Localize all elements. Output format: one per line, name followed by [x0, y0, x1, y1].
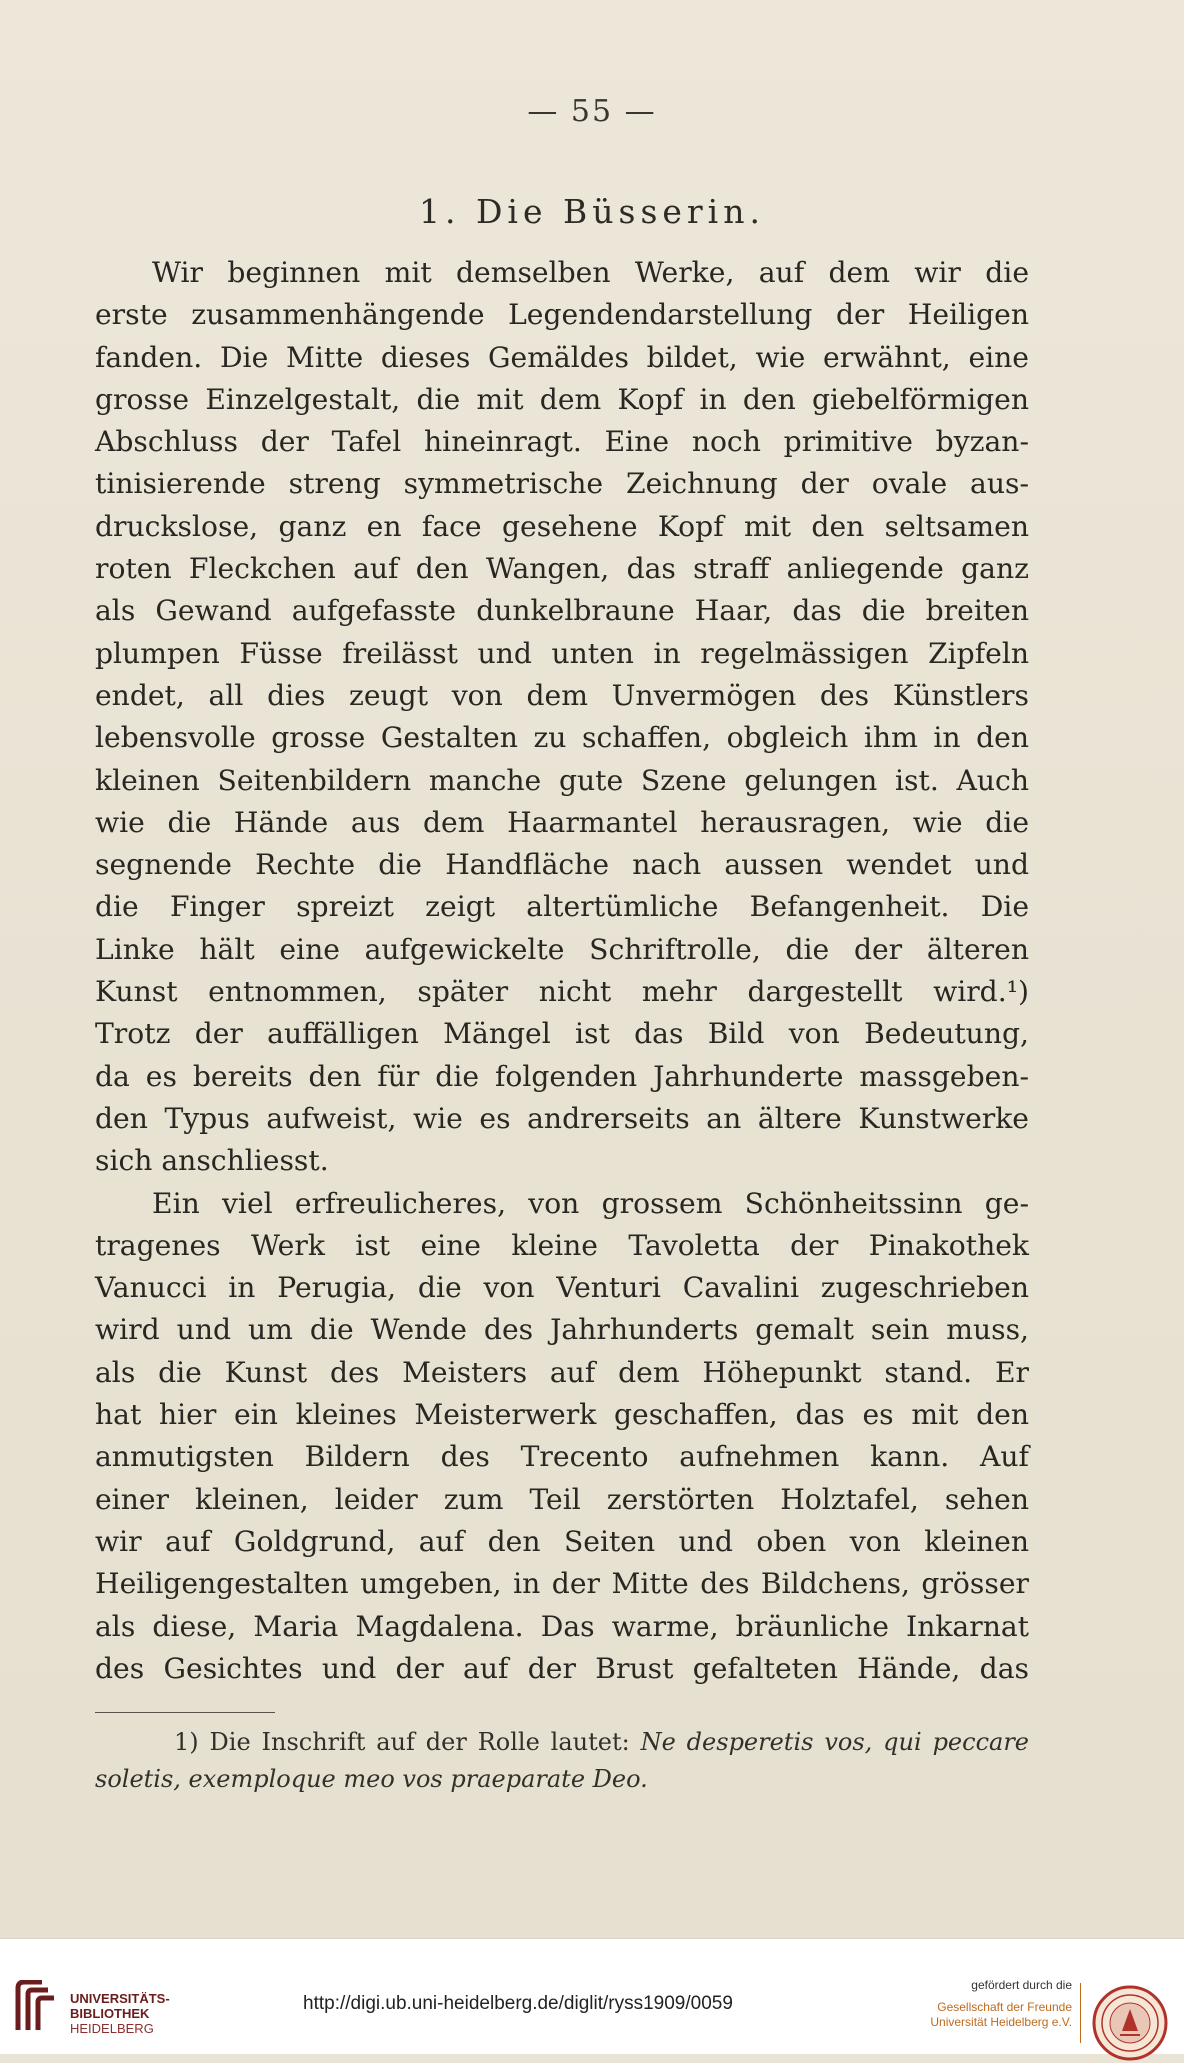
text-line: da es bereits den für die folgenden Jahrhunderte massgeben- — [95, 1059, 1029, 1093]
text-line: wir auf Goldgrund, auf den Seiten und oben von kleinen — [95, 1524, 1029, 1558]
text-line: des Gesichtes und der auf der Brust gefalteten Hände, das — [95, 1651, 1029, 1685]
footnote-quote-continued: soletis, exemploque meo vos praeparate Deo. — [95, 1765, 648, 1793]
text-line: als diese, Maria Magdalena. Das warme, bräunliche Inkarnat — [95, 1609, 1029, 1643]
text-line: roten Fleckchen auf den Wangen, das straff anliegende ganz — [95, 552, 1029, 586]
text-line: fanden. Die Mitte dieses Gemäldes bildet, wie erwähnt, eine — [95, 340, 1029, 374]
footnote — [95, 1724, 1029, 1798]
library-name-line: HEIDELBERG — [70, 2021, 154, 2036]
sponsor-intro: gefördert durch die — [971, 1978, 1072, 1992]
text-line: grosse Einzelgestalt, die mit dem Kopf in den giebelförmigen — [95, 382, 1029, 416]
sponsor-name-line: Universität Heidelberg e.V. — [930, 2015, 1072, 2029]
text-line: Heiligengestalten umgeben, in der Mitte des Bildchens, grösser — [95, 1567, 1029, 1601]
text-line: einer kleinen, leider zum Teil zerstörten Holztafel, sehen — [95, 1482, 1029, 1516]
text-line: hat hier ein kleines Meisterwerk geschaffen, das es mit den — [95, 1398, 1029, 1432]
page-number: — 55 — — [527, 94, 657, 129]
text-line: sich anschliesst. — [95, 1144, 329, 1178]
text-line: die Finger spreizt zeigt altertümliche Befangenheit. Die — [95, 890, 1029, 924]
body-text — [95, 252, 1029, 1690]
footnote-prefix: 1) Die Inschrift auf der Rolle lautet: — [174, 1728, 641, 1756]
text-line: Abschluss der Tafel hineinragt. Eine noch primitive byzan- — [95, 425, 1029, 459]
library-name-line: UNIVERSITÄTS- — [70, 1991, 170, 2006]
sponsor-name-line: Gesellschaft der Freunde — [937, 2000, 1072, 2014]
permalink-url[interactable]: http://digi.ub.uni-heidelberg.de/diglit/ryss1909/0059 — [303, 1993, 733, 2014]
text-line: Linke hält eine aufgewickelte Schriftrolle, die der älteren — [95, 932, 1029, 966]
footnote-divider — [95, 1712, 275, 1713]
text-line: Kunst entnommen, später nicht mehr dargestellt wird.¹) — [95, 975, 1029, 1009]
viewer-footer — [0, 1938, 1184, 2054]
text-line: Trotz der auffälligen Mängel ist das Bild von Bedeutung, — [95, 1017, 1029, 1051]
text-line: Wir beginnen mit demselben Werke, auf dem wir die — [152, 256, 1029, 289]
text-line: als die Kunst des Meisters auf dem Höhepunkt stand. Er — [95, 1355, 1029, 1389]
text-line: lebensvolle grosse Gestalten zu schaffen, obgleich ihm in den — [95, 721, 1029, 755]
text-line: segnende Rechte die Handfläche nach aussen wendet und — [95, 848, 1029, 882]
text-line: Vanucci in Perugia, die von Venturi Cavalini zugeschrieben — [95, 1271, 1029, 1305]
text-line: druckslose, ganz en face gesehene Kopf mit den seltsamen — [95, 509, 1029, 543]
library-name — [70, 1991, 170, 2036]
text-line: den Typus aufweist, wie es andrerseits an ältere Kunstwerke — [95, 1101, 1029, 1135]
text-line: anmutigsten Bildern des Trecento aufnehmen kann. Auf — [95, 1440, 1029, 1474]
text-line: Ein viel erfreulicheres, von grossem Schönheitssinn ge- — [152, 1186, 1029, 1220]
text-line: als Gewand aufgefasste dunkelbraune Haar, das die breiten — [95, 594, 1029, 628]
text-line: kleinen Seitenbildern manche gute Szene gelungen ist. Auch — [95, 763, 1029, 797]
ub-heidelberg-logo-icon — [12, 1980, 58, 2036]
sponsor-divider — [1080, 1983, 1081, 2043]
text-line: tinisierende streng symmetrische Zeichnung der ovale aus- — [95, 467, 1029, 501]
text-line: erste zusammenhängende Legendendarstellung der Heiligen — [95, 298, 1029, 332]
text-line: wird und um die Wende des Jahrhunderts gemalt sein muss, — [95, 1313, 1029, 1347]
text-line: tragenes Werk ist eine kleine Tavoletta der Pinakothek — [95, 1228, 1029, 1262]
footnote-quote: Ne desperetis vos, qui peccare — [640, 1728, 1029, 1756]
university-seal-icon — [1090, 1983, 1170, 2063]
library-name-line: BIBLIOTHEK — [70, 2006, 150, 2021]
section-title: 1. Die Büsserin. — [419, 192, 765, 231]
footnote-line — [95, 1724, 1029, 1761]
text-line: endet, all dies zeugt von dem Unvermögen des Künstlers — [95, 678, 1029, 712]
text-line: plumpen Füsse freilässt und unten in regelmässigen Zipfeln — [95, 636, 1029, 670]
sponsor-credit — [880, 1978, 1072, 2030]
text-line: wie die Hände aus dem Haarmantel herausragen, wie die — [95, 805, 1029, 839]
